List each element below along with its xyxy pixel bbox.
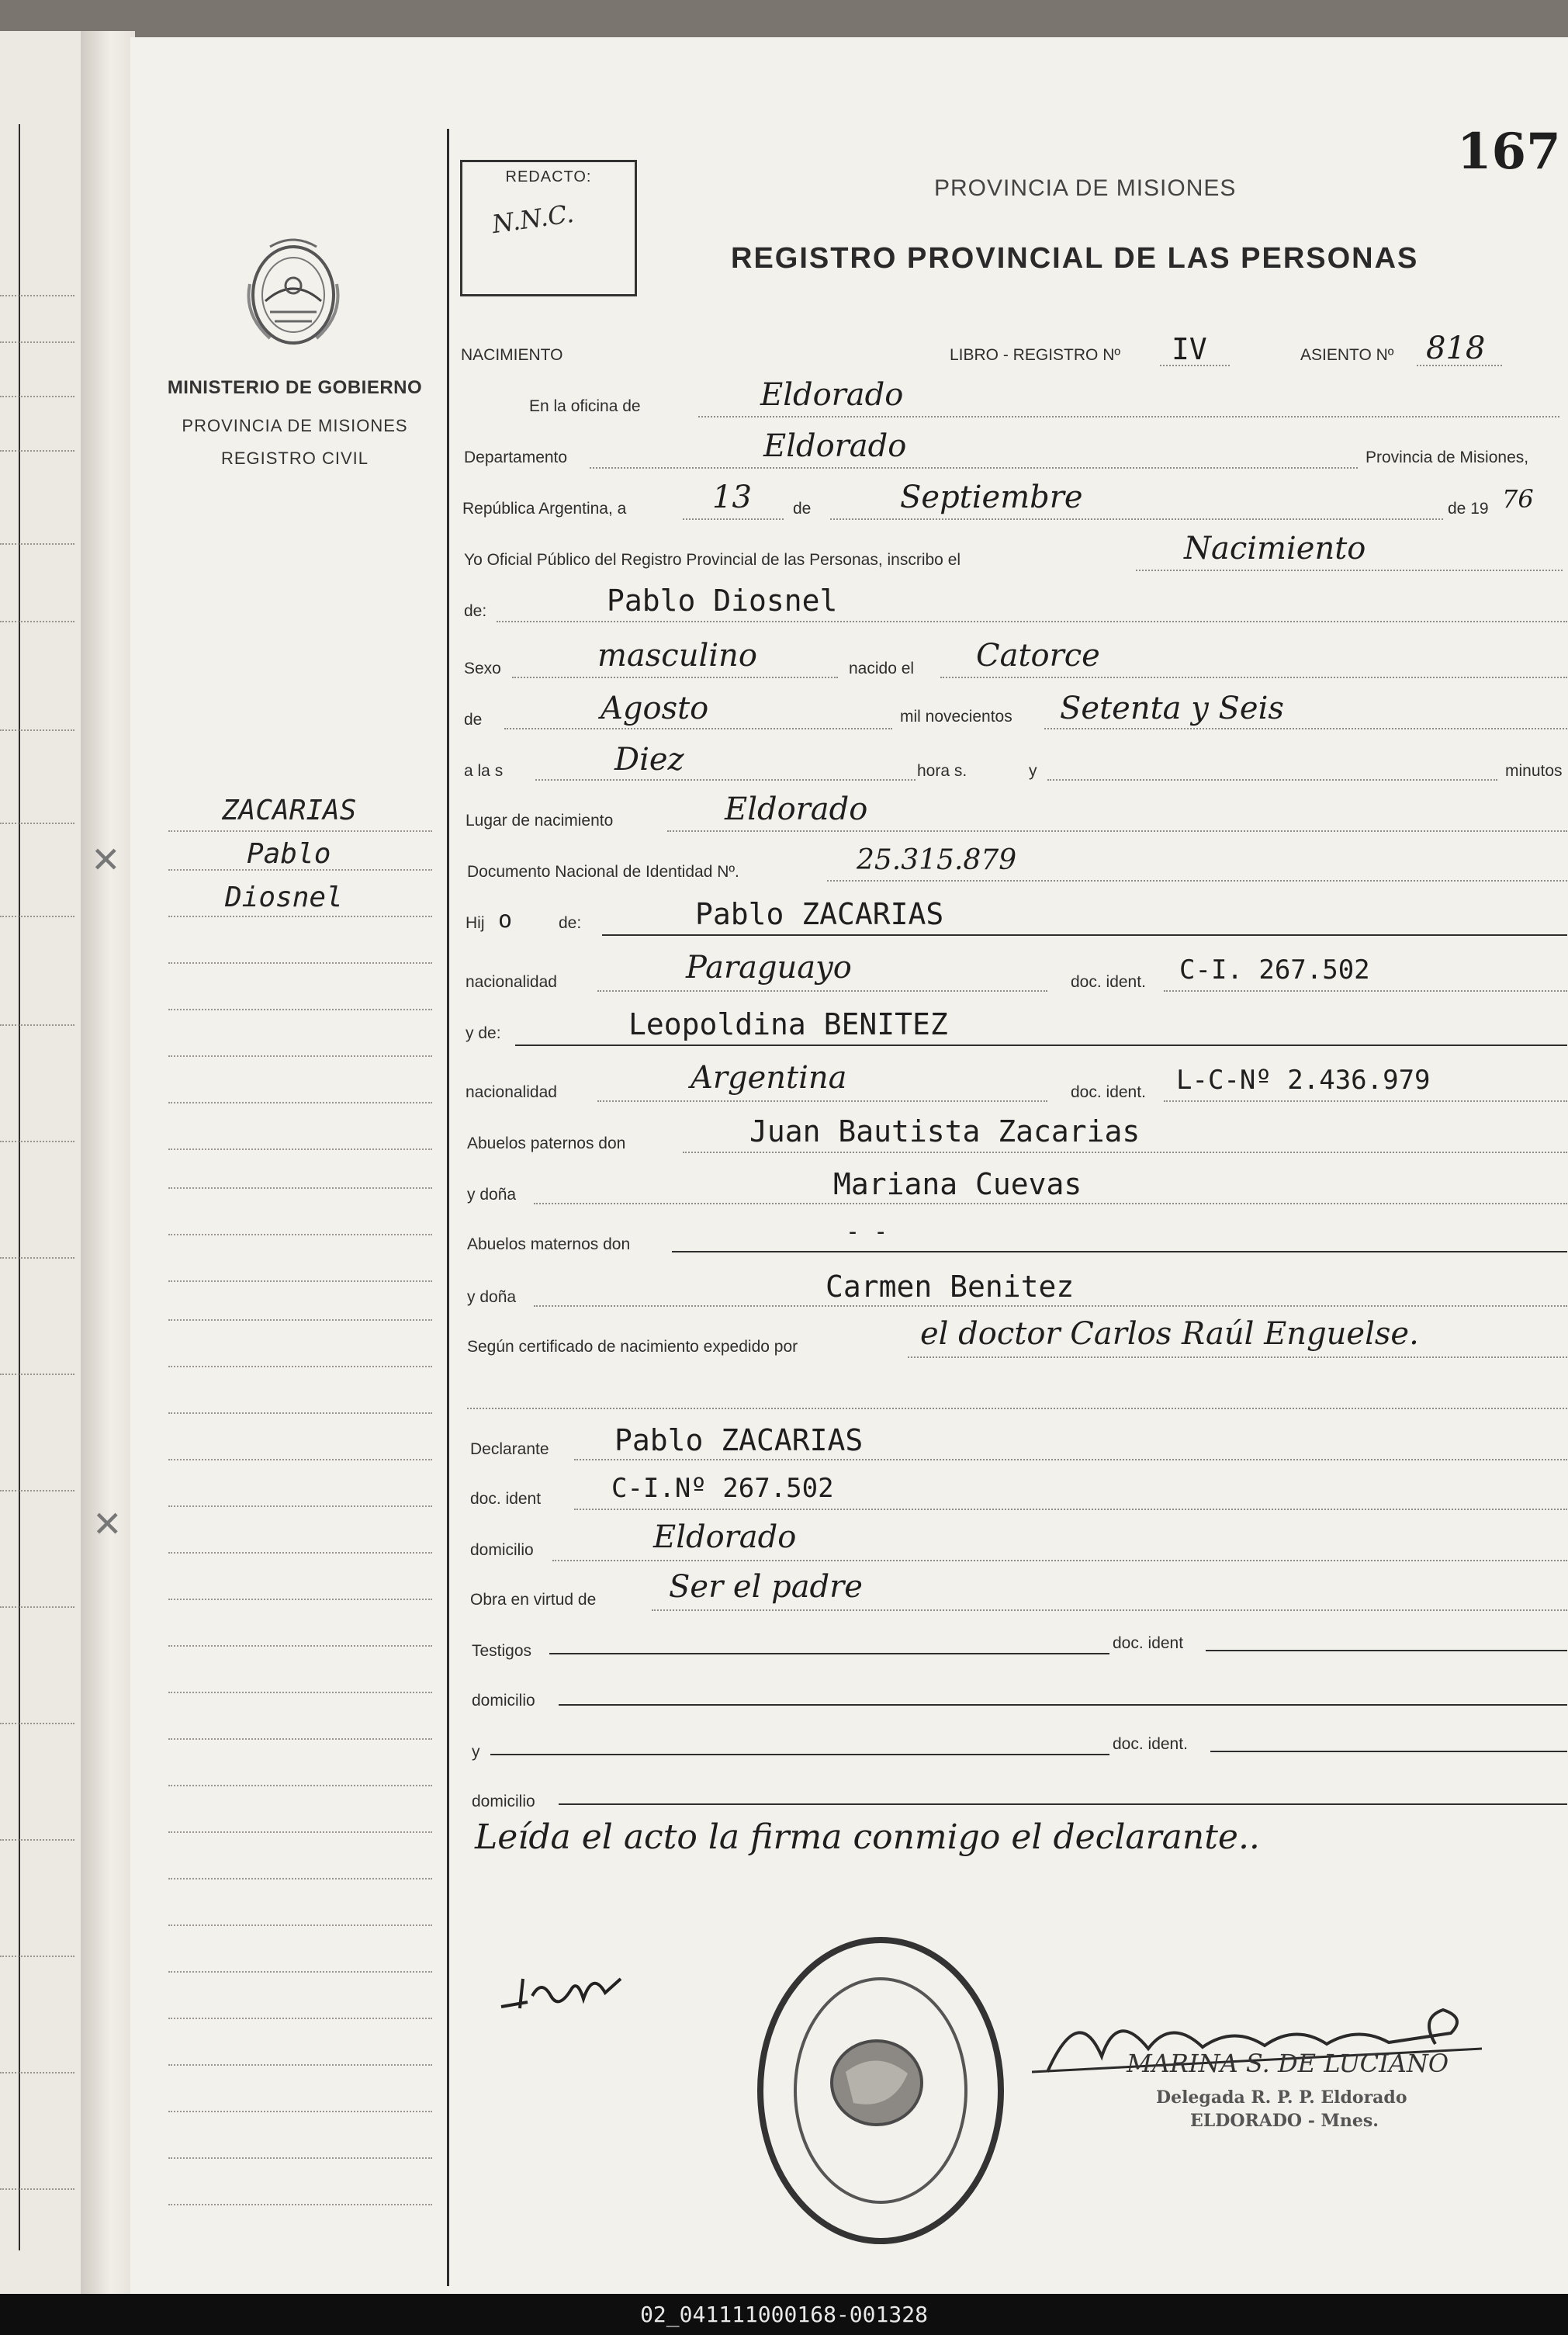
previous-page-rule [0, 1956, 74, 1957]
ministry-registry: REGISTRO CIVIL [220, 449, 369, 468]
month-line [830, 518, 1443, 520]
margin-divider-line [447, 129, 449, 2286]
hora-label: hora s. [917, 762, 967, 780]
margin-rule [168, 1459, 432, 1460]
mother-nationality-label: nacionalidad [466, 1083, 557, 1101]
margin-rule [168, 1552, 432, 1554]
margin-rule [168, 1692, 432, 1693]
registration-month: Septiembre [900, 480, 1083, 515]
previous-page-rule [0, 341, 74, 343]
previous-page-rule [0, 1606, 74, 1608]
registration-day: 13 [712, 480, 752, 515]
father-nationality-line [597, 990, 1047, 992]
previous-page-rule [0, 1839, 74, 1841]
margin-first-name: Pablo [247, 838, 331, 870]
oficina-value: Eldorado [760, 377, 904, 413]
certificado-line [908, 1356, 1567, 1358]
ministry-title: MINISTERIO DE GOBIERNO [167, 377, 423, 398]
mother-doc-label: doc. ident. [1071, 1083, 1146, 1101]
nacido-line [940, 677, 1567, 678]
previous-page-rule [0, 1490, 74, 1491]
domicilio-value: Eldorado [653, 1519, 797, 1555]
mother-yde-label: y de: [466, 1024, 501, 1042]
previous-page-rule [0, 2188, 74, 2190]
father-nationality-label: nacionalidad [466, 973, 557, 991]
margin-rule [168, 1831, 432, 1833]
year-label: de 19 [1448, 500, 1489, 518]
certificado-value: el doctor Carlos Raúl Enguelse. [920, 1316, 1419, 1352]
mil-label: mil novecientos [900, 708, 1012, 726]
maternal-grandmother-line [534, 1305, 1567, 1307]
previous-page-rule [0, 543, 74, 545]
registration-year: 76 [1502, 484, 1534, 514]
redacto-value: N.N.C. [490, 198, 576, 240]
docid-value: C-I.Nº 267.502 [611, 1473, 834, 1504]
margin-rule [168, 1009, 432, 1010]
testigo1-doc-line [1206, 1650, 1567, 1651]
docid-label: doc. ident [470, 1490, 542, 1508]
inscribe-line [1136, 570, 1563, 571]
mother-nationality: Argentina [691, 1060, 847, 1096]
birth-year-words: Setenta y Seis [1060, 691, 1284, 726]
testigo1-doc-label: doc. ident [1113, 1634, 1184, 1652]
margin-rule [168, 1645, 432, 1647]
sexo-value: masculino [597, 638, 757, 674]
record-type-label: NACIMIENTO [461, 346, 563, 364]
previous-page-rule [0, 916, 74, 917]
father-doc-line [1164, 990, 1567, 992]
previous-page-rule [0, 621, 74, 622]
father-doc-label: doc. ident. [1071, 973, 1146, 991]
birth-month-line [504, 728, 892, 729]
margin-rule [168, 1148, 432, 1150]
maternal-grandfather: - - [846, 1218, 888, 1245]
margin-rule [168, 1366, 432, 1367]
father-line [602, 934, 1567, 936]
previous-page-rule [0, 1374, 74, 1375]
declarante-label: Declarante [470, 1440, 549, 1458]
testigo2-doc-line [1210, 1751, 1567, 1752]
binding-notch: ✕ [85, 844, 126, 875]
libro-label: LIBRO - REGISTRO Nº [950, 346, 1121, 364]
provincia-suffix: Provincia de Misiones, [1366, 449, 1529, 466]
margin-rule [168, 2064, 432, 2066]
page-number: 167 [1457, 123, 1561, 181]
hora-value: Diez [614, 742, 684, 778]
maternal-grandfather-label: Abuelos maternos don [467, 1235, 631, 1253]
margin-rule [168, 1102, 432, 1103]
closing-statement: Leída el acto la firma conmigo el declarante.. [475, 1817, 1260, 1857]
document-code: 02_041111000168-001328 [640, 2302, 928, 2327]
margin-rule [168, 1924, 432, 1926]
mother-doc-line [1164, 1100, 1567, 1102]
departamento-label: Departamento [464, 449, 568, 466]
lugar-value: Eldorado [725, 792, 868, 827]
mother-line [515, 1045, 1567, 1046]
maternal-grandmother-label: y doña [467, 1288, 517, 1306]
previous-page-rule [0, 450, 74, 452]
obra-value: Ser el padre [669, 1569, 863, 1605]
child-name: Pablo Diosnel [607, 584, 838, 618]
maternal-grandfather-line [672, 1251, 1567, 1252]
father-name: Pablo ZACARIAS [695, 897, 944, 931]
asiento-label: ASIENTO Nº [1300, 346, 1394, 364]
domicilio-label: domicilio [470, 1541, 534, 1559]
official-role: Delegada R. P. P. Eldorado [1156, 2087, 1407, 2108]
libro-line [1160, 365, 1230, 366]
redacto-box [460, 160, 637, 296]
registry-title: REGISTRO PROVINCIAL DE LAS PERSONAS [731, 242, 1419, 275]
margin-rule [168, 2157, 432, 2159]
testigo1-domicilio-line [559, 1704, 1567, 1706]
previous-page-rule [0, 1257, 74, 1259]
margin-rule [168, 2111, 432, 2112]
previous-page-rule [0, 295, 74, 296]
date-de-label: de [793, 500, 812, 518]
testigo1-domicilio-label: domicilio [472, 1692, 535, 1710]
mother-nationality-line [597, 1100, 1047, 1102]
republica-label: República Argentina, a [462, 500, 627, 518]
previous-page-edge [0, 31, 85, 2294]
nacido-label: nacido el [849, 660, 915, 677]
declarante-line [574, 1459, 1567, 1460]
margin-middle-name: Diosnel [225, 882, 343, 913]
hora-y-label: y [1029, 762, 1037, 780]
docid-line [574, 1509, 1567, 1510]
previous-page-rule [0, 2072, 74, 2073]
hijo-de-label: de: [559, 914, 582, 932]
domicilio-line [552, 1560, 1567, 1561]
obra-line [652, 1609, 1567, 1611]
margin-rule [168, 1505, 432, 1507]
name-de-label: de: [464, 602, 487, 620]
previous-page-rule [0, 1141, 74, 1142]
birth-year-line [1044, 728, 1567, 729]
birth-month: Agosto [601, 691, 709, 726]
mother-name: Leopoldina BENITEZ [628, 1007, 948, 1041]
oficial-text: Yo Oficial Público del Registro Provincial de las Personas, inscribo el [464, 551, 961, 569]
margin-rule [168, 1599, 432, 1600]
margin-rule [168, 1971, 432, 1973]
paternal-grandfather: Juan Bautista Zacarias [749, 1114, 1141, 1148]
inscribe-value: Nacimiento [1184, 531, 1366, 566]
margin-rule [168, 1785, 432, 1786]
asiento-line [1417, 365, 1502, 366]
father-nationality: Paraguayo [686, 950, 852, 986]
margin-rule [168, 1319, 432, 1321]
asiento-value: 818 [1426, 331, 1486, 366]
official-place: ELDORADO - Mnes. [1190, 2111, 1379, 2131]
obra-label: Obra en virtud de [470, 1591, 597, 1609]
margin-rule [168, 1738, 432, 1740]
top-background [0, 0, 1568, 40]
margin-rule [168, 1234, 432, 1235]
testigo2-doc-label: doc. ident. [1113, 1735, 1188, 1753]
declarant-signature [497, 1956, 636, 2018]
margin-surname: ZACARIAS [222, 795, 357, 826]
certificado-line-2 [467, 1408, 1567, 1409]
declarante-value: Pablo ZACARIAS [614, 1423, 864, 1457]
redacto-label: REDACTO: [505, 168, 592, 185]
testigo2-y-label: y [472, 1743, 480, 1761]
previous-page-rule [0, 729, 74, 731]
testigos-label: Testigos [472, 1642, 532, 1660]
maternal-grandmother: Carmen Benitez [826, 1270, 1075, 1304]
margin-rule [168, 916, 432, 917]
bottom-bar [0, 2294, 1568, 2335]
birth-month-de-label: de [464, 711, 483, 729]
province-title: PROVINCIA DE MISIONES [934, 175, 1237, 201]
dni-value: 25.315.879 [857, 844, 1017, 876]
margin-rule [168, 1280, 432, 1282]
hijo-label: Hij [466, 914, 485, 932]
margin-rule [168, 962, 432, 964]
testigo2-domicilio-label: domicilio [472, 1793, 535, 1810]
dni-label: Documento Nacional de Identidad Nº. [467, 863, 739, 881]
nacido-value: Catorce [976, 638, 1100, 674]
testigo2-domicilio-line [559, 1803, 1567, 1805]
testigo2-line [490, 1754, 1109, 1755]
book-gutter [81, 31, 135, 2294]
oficina-label: En la oficina de [529, 397, 641, 415]
paternal-grandmother-line [534, 1203, 1567, 1204]
sexo-line [512, 677, 838, 678]
margin-rule [168, 830, 432, 832]
margin-rule [168, 1055, 432, 1057]
lugar-label: Lugar de nacimiento [466, 812, 614, 830]
alas-label: a la s [464, 762, 504, 780]
departamento-line [590, 467, 1358, 469]
dni-line [827, 880, 1567, 882]
previous-page-rule [0, 396, 74, 397]
libro-value: IV [1172, 332, 1207, 366]
oficina-line [698, 416, 1559, 417]
mother-doc-value: L-C-Nº 2.436.979 [1176, 1065, 1431, 1096]
sexo-label: Sexo [464, 660, 501, 677]
registry-stamp-icon [753, 1932, 1009, 2249]
lugar-line [667, 830, 1567, 832]
provincial-coat-of-arms-icon [239, 230, 348, 355]
minutos-label: minutos [1505, 762, 1563, 780]
margin-rule [168, 1412, 432, 1414]
previous-page-border [19, 124, 20, 2250]
hijo-suffix: o [498, 906, 513, 934]
margin-rule [168, 2204, 432, 2205]
paternal-grandmother-label: y doña [467, 1186, 517, 1204]
testigos-line [549, 1653, 1109, 1654]
certificado-label: Según certificado de nacimiento expedido por [467, 1338, 798, 1356]
previous-page-rule [0, 1024, 74, 1026]
paternal-grandfather-line [683, 1152, 1567, 1153]
margin-rule [168, 2018, 432, 2019]
day-line [683, 518, 784, 520]
previous-page-rule [0, 1723, 74, 1724]
paternal-grandmother: Mariana Cuevas [833, 1167, 1082, 1201]
previous-page-rule [0, 823, 74, 824]
official-name: MARINA S. DE LUCIANO [1127, 2049, 1449, 2078]
paternal-grandfather-label: Abuelos paternos don [467, 1135, 626, 1152]
father-doc-value: C-I. 267.502 [1179, 954, 1370, 986]
margin-rule [168, 1187, 432, 1189]
hora-line [535, 779, 916, 781]
child-name-line [497, 621, 1567, 622]
minutos-line [1047, 779, 1497, 781]
binding-notch: ✕ [86, 1508, 127, 1539]
ministry-province: PROVINCIA DE MISIONES [182, 416, 408, 435]
departamento-value: Eldorado [763, 428, 907, 464]
margin-rule [168, 1878, 432, 1879]
